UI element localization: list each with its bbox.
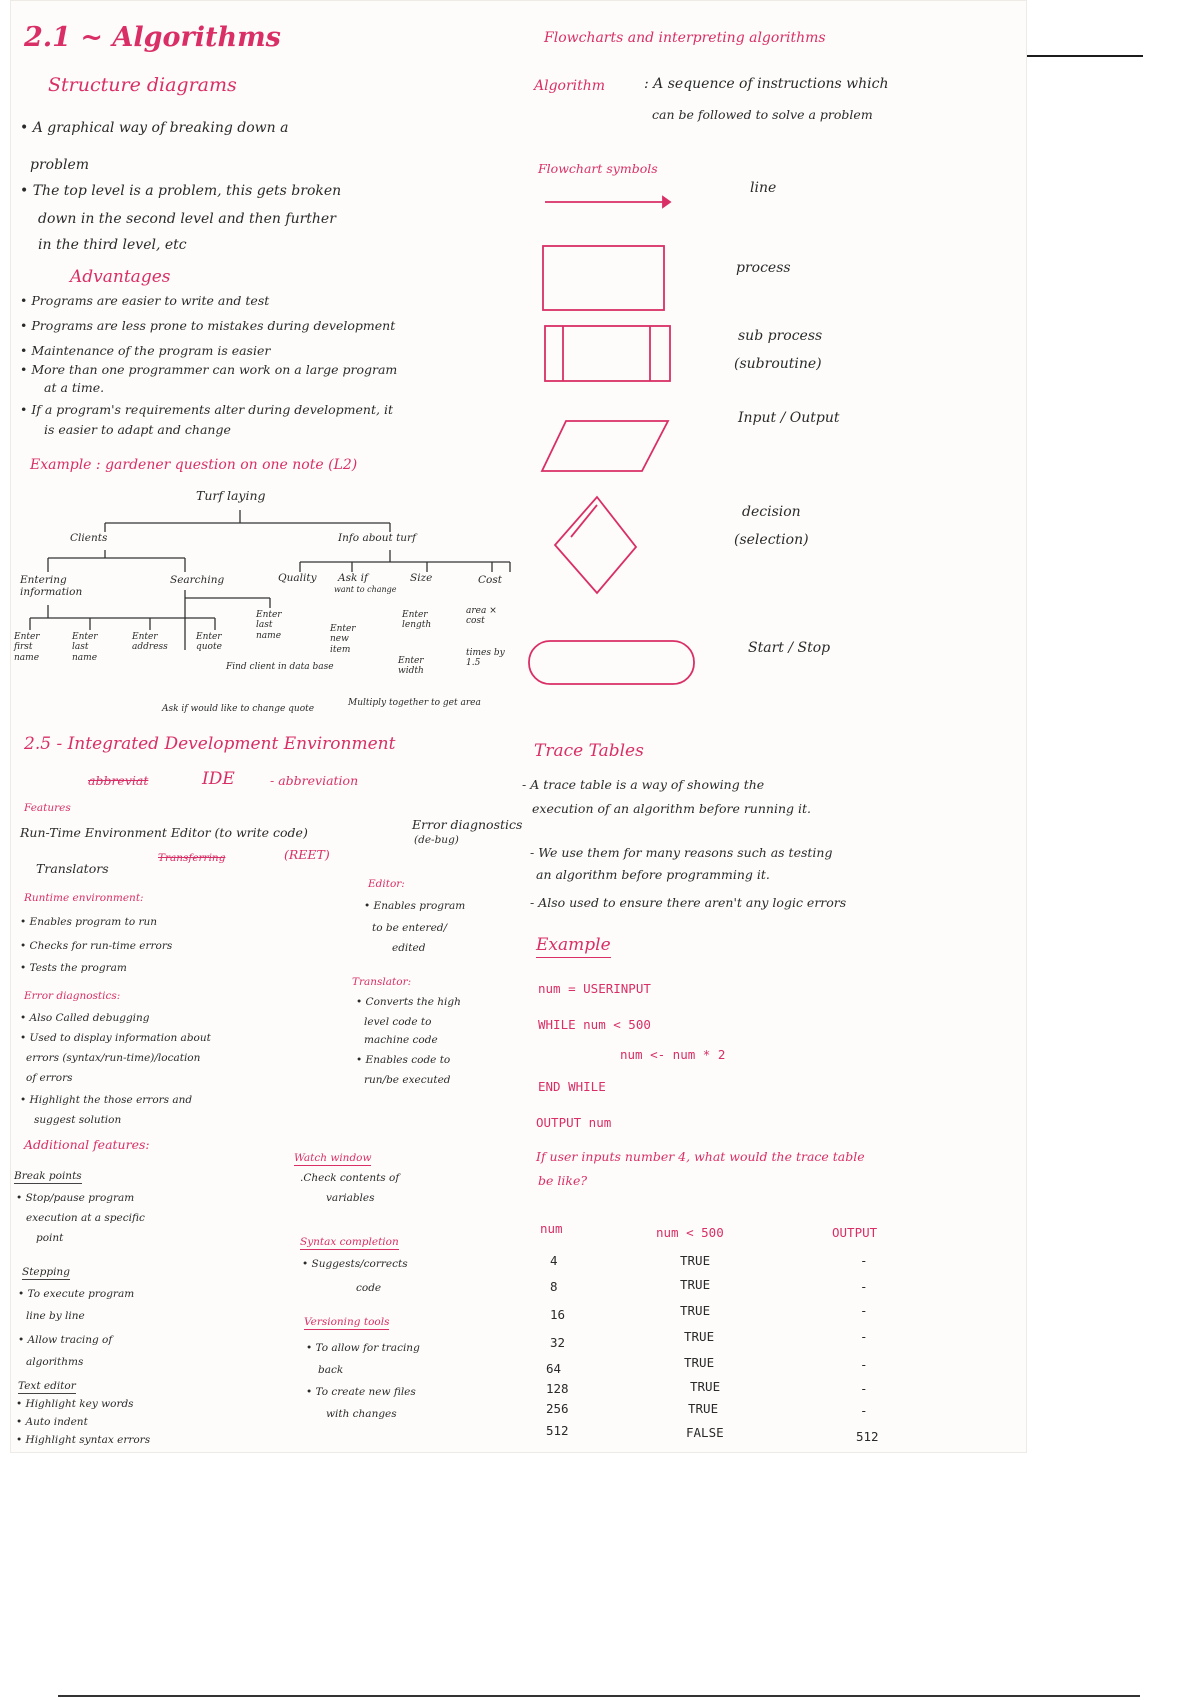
tree-leaf: Find client in data base	[226, 662, 334, 672]
syntax-item: code	[356, 1282, 382, 1294]
structure-bullet: problem	[30, 157, 90, 173]
tree-root: Turf laying	[196, 488, 266, 503]
trace-cell: -	[860, 1357, 868, 1372]
ide-crossed: abbreviat	[88, 773, 149, 788]
debugging-label: (de-bug)	[414, 834, 459, 846]
code-line: WHILE num < 500	[538, 1017, 651, 1032]
features-label: Features	[24, 802, 71, 814]
trace-cell: -	[860, 1329, 868, 1344]
tree-node: Searching	[170, 574, 225, 586]
tree-leaf: Multiply together to get area	[348, 698, 481, 708]
trace-bullet: - Also used to ensure there aren't any logic errors	[530, 895, 847, 910]
trace-cell: TRUE	[688, 1401, 719, 1416]
texteditor-heading: Text editor	[18, 1380, 76, 1394]
structure-bullet: in the third level, etc	[38, 237, 187, 253]
stepping-item: • Allow tracing of	[18, 1334, 113, 1346]
runtime-item: • Tests the program	[20, 962, 127, 974]
symbol-label-line: line	[750, 180, 777, 196]
page-title: 2.1 ~ Algorithms	[24, 22, 281, 53]
trace-bullet: an algorithm before programming it.	[536, 867, 770, 882]
syntax-item: • Suggests/corrects	[302, 1258, 408, 1270]
error-item: of errors	[26, 1072, 73, 1084]
tree-node: Size	[410, 572, 433, 584]
runtime-item: • Checks for run-time errors	[20, 940, 173, 952]
trace-cell: 128	[546, 1381, 569, 1396]
error-item: • Used to display information about	[20, 1032, 211, 1044]
trace-cell: 512	[546, 1423, 569, 1438]
structure-bullet: • The top level is a problem, this gets broken	[20, 183, 342, 199]
trace-cell: -	[860, 1403, 868, 1418]
trace-cell: 8	[550, 1279, 558, 1294]
breakpoints-item: point	[36, 1232, 64, 1244]
trace-cell: TRUE	[690, 1379, 721, 1394]
versioning-heading: Versioning tools	[304, 1316, 389, 1330]
trace-cell: -	[860, 1303, 868, 1318]
trace-tables-heading: Trace Tables	[534, 741, 644, 761]
error-heading: Error diagnostics:	[24, 990, 121, 1002]
translator-item: machine code	[364, 1034, 438, 1046]
syntax-heading: Syntax completion	[300, 1236, 399, 1250]
error-item: • Also Called debugging	[20, 1012, 150, 1024]
trace-cell: -	[860, 1253, 868, 1268]
trace-cell: -	[860, 1279, 868, 1294]
tree-leaf: times by 1.5	[466, 648, 505, 669]
versioning-item: with changes	[326, 1408, 397, 1420]
stepping-heading: Stepping	[22, 1266, 70, 1280]
tree-node: Clients	[70, 532, 108, 544]
error-item: • Highlight the those errors and	[20, 1094, 193, 1106]
additional-heading: Additional features:	[24, 1137, 150, 1152]
tree-node: Info about turf	[338, 532, 416, 544]
algorithm-label: Algorithm	[534, 78, 606, 94]
trace-cell: TRUE	[680, 1303, 711, 1318]
symbol-label-selection: (selection)	[734, 532, 809, 548]
symbol-label-decision: decision	[742, 504, 801, 520]
versioning-item: back	[318, 1364, 344, 1376]
tree-leaf: area × cost	[466, 606, 497, 627]
tree-leaf: Enter quote	[196, 632, 222, 653]
tree-node: Quality	[278, 572, 317, 584]
structure-bullet: down in the second level and then further	[38, 211, 336, 227]
example-heading: Example : gardener question on one note (L2)	[30, 457, 358, 473]
trace-table-header: num	[540, 1221, 563, 1236]
structure-heading: Structure diagrams	[48, 74, 237, 96]
runtime-item: • Enables program to run	[20, 916, 158, 928]
ide-heading: 2.5 - Integrated Development Environment	[24, 734, 396, 754]
flowchart-symbols-heading: Flowchart symbols	[538, 161, 658, 176]
texteditor-item: • Highlight key words	[16, 1398, 134, 1410]
translator-item: • Converts the high	[356, 996, 461, 1008]
editor-heading: Editor:	[368, 878, 405, 890]
trace-cell: TRUE	[684, 1355, 715, 1370]
watch-item: variables	[326, 1192, 375, 1204]
symbol-label-subroutine: (subroutine)	[734, 356, 822, 372]
trace-cell: TRUE	[684, 1329, 715, 1344]
texteditor-item: • Highlight syntax errors	[16, 1434, 151, 1446]
translator-item: run/be executed	[364, 1074, 451, 1086]
versioning-item: • To create new files	[306, 1386, 416, 1398]
trace-cell: 256	[546, 1401, 569, 1416]
tree-leaf: Enter width	[398, 656, 424, 677]
tree-node: want to change	[334, 585, 397, 594]
trace-cell: 4	[550, 1253, 558, 1268]
stepping-item: • To execute program	[18, 1288, 135, 1300]
trace-cell: 32	[550, 1335, 566, 1350]
trace-cell: -	[860, 1381, 868, 1396]
tree-leaf: Ask if would like to change quote	[162, 704, 315, 714]
symbol-label-startstop: Start / Stop	[748, 640, 831, 656]
advantages-heading: Advantages	[70, 267, 171, 287]
tree-leaf: Enter last name	[256, 610, 282, 641]
advantage-item: • Programs are less prone to mistakes during development	[20, 318, 396, 333]
tree-node: Ask if	[338, 572, 368, 584]
breakpoints-item: execution at a specific	[26, 1212, 145, 1224]
top-right-rule	[1027, 55, 1143, 57]
advantage-item: • More than one programmer can work on a large program	[20, 362, 398, 377]
watch-item: .Check contents of	[300, 1172, 400, 1184]
trace-question: If user inputs number 4, what would the trace table	[536, 1149, 865, 1164]
features-line: Run-Time Environment Editor (to write code)	[20, 825, 308, 840]
symbol-label-io: Input / Output	[738, 410, 840, 426]
reet-label: (REET)	[284, 847, 330, 862]
advantage-item: is easier to adapt and change	[44, 422, 231, 437]
tree-leaf: Enter last name	[72, 632, 98, 663]
trace-bullet: execution of an algorithm before running it.	[532, 801, 811, 816]
editor-item: to be entered/	[372, 922, 448, 934]
editor-item: edited	[392, 942, 426, 954]
translator-item: • Enables code to	[356, 1054, 451, 1066]
trace-bullet: - A trace table is a way of showing the	[522, 777, 765, 792]
advantage-item: at a time.	[44, 380, 105, 395]
trace-cell: 512	[856, 1429, 879, 1444]
translator-heading: Translator:	[352, 976, 412, 988]
watch-heading: Watch window	[294, 1152, 371, 1166]
breakpoints-item: • Stop/pause program	[16, 1192, 135, 1204]
tree-node: Cost	[478, 574, 502, 586]
advantage-item: • Programs are easier to write and test	[20, 293, 270, 308]
trace-cell: 64	[546, 1361, 562, 1376]
tree-leaf: Enter first name	[14, 632, 40, 663]
code-line: END WHILE	[538, 1079, 606, 1094]
trace-bullet: - We use them for many reasons such as testing	[530, 845, 833, 860]
editor-item: • Enables program	[364, 900, 466, 912]
bottom-rule	[58, 1695, 1140, 1697]
runtime-heading: Runtime environment:	[24, 892, 144, 904]
stepping-item: algorithms	[26, 1356, 84, 1368]
example-label: Example	[536, 936, 611, 958]
algorithm-definition: : A sequence of instructions which	[644, 76, 889, 92]
trace-cell: FALSE	[686, 1425, 724, 1440]
symbol-label-process: process	[736, 260, 791, 276]
ide-abbr: IDE	[202, 769, 235, 789]
translator-item: level code to	[364, 1016, 432, 1028]
structure-bullet: • A graphical way of breaking down a	[20, 120, 289, 136]
trace-cell: TRUE	[680, 1277, 711, 1292]
trace-table-header: num < 500	[656, 1225, 724, 1240]
error-diagnostics-label: Error diagnostics	[412, 817, 523, 832]
code-line: OUTPUT num	[536, 1115, 612, 1130]
trace-table-header: OUTPUT	[832, 1225, 878, 1240]
code-line: num <- num * 2	[620, 1047, 726, 1062]
flowcharts-heading: Flowcharts and interpreting algorithms	[544, 30, 826, 46]
crossed-word: Transferring	[158, 852, 226, 864]
algorithm-definition: can be followed to solve a problem	[652, 107, 873, 122]
trace-cell: TRUE	[680, 1253, 711, 1268]
stepping-item: line by line	[26, 1310, 85, 1322]
versioning-item: • To allow for tracing	[306, 1342, 420, 1354]
ide-abbrev-label: - abbreviation	[270, 773, 359, 788]
texteditor-item: • Auto indent	[16, 1416, 88, 1428]
trace-cell: 16	[550, 1307, 566, 1322]
tree-leaf: Enter new item	[330, 624, 356, 655]
symbol-label-subprocess: sub process	[738, 328, 823, 344]
advantage-item: • Maintenance of the program is easier	[20, 343, 271, 358]
breakpoints-heading: Break points	[14, 1170, 82, 1184]
tree-leaf: Enter address	[132, 632, 168, 653]
tree-node: Entering information	[20, 574, 83, 599]
error-item: suggest solution	[34, 1114, 122, 1126]
advantage-item: • If a program's requirements alter during development, it	[20, 402, 393, 417]
trace-question: be like?	[538, 1173, 588, 1188]
error-item: errors (syntax/run-time)/location	[26, 1052, 201, 1064]
tree-leaf: Enter length	[402, 610, 432, 631]
code-line: num = USERINPUT	[538, 981, 651, 996]
translators-label: Translators	[36, 861, 109, 876]
